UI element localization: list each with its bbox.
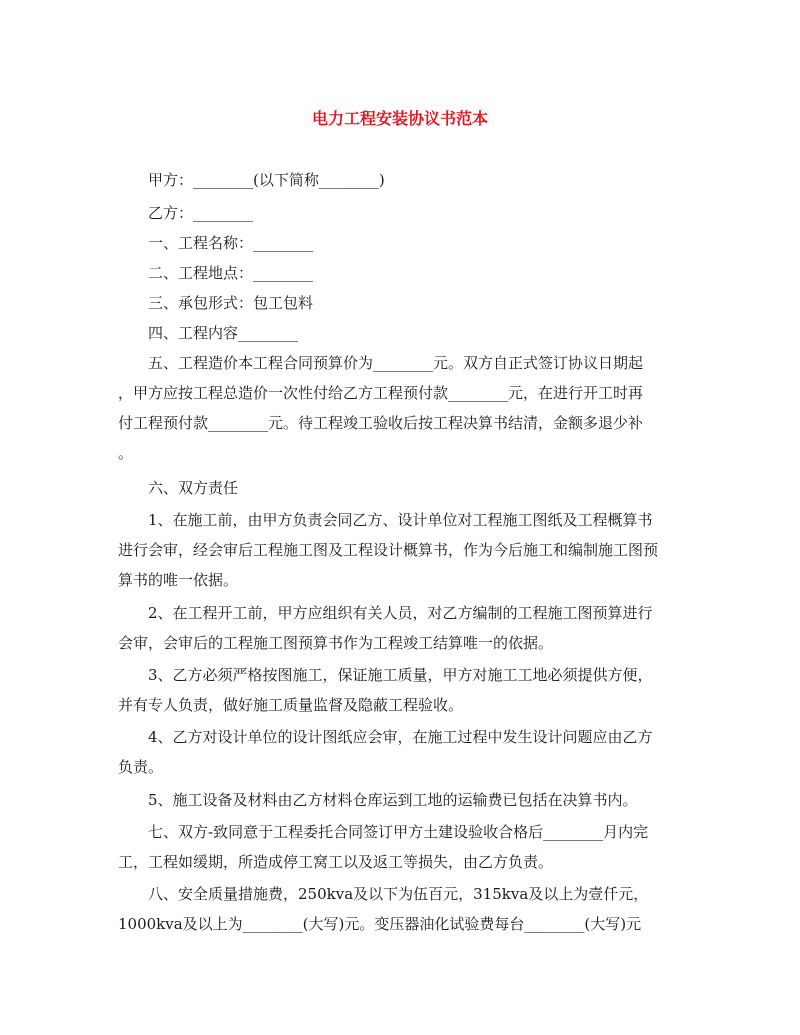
paragraph-line: 。: [118, 444, 134, 462]
paragraph-line: 1000kva及以上为________(大写)元。变压器油化试验费每台________(大写)元: [118, 915, 642, 933]
project-name-line: 一、工程名称：________: [148, 234, 314, 252]
section-heading: 六、双方责任: [148, 479, 239, 497]
project-content-line: 四、工程内容________: [148, 324, 299, 342]
paragraph-line: 并有专人负责，做好施工质量监督及隐蔽工程验收。: [118, 696, 464, 714]
paragraph-line: ，甲方应按工程总造价一次性付给乙方工程预付款________元，在进行开工时再: [118, 384, 644, 402]
paragraph-line: 4、乙方对设计单位的设计图纸应会审，在施工过程中发生设计问题应由乙方: [148, 728, 653, 746]
paragraph-line: 5、施工设备及材料由乙方材料仓库运到工地的运输费已包括在决算书内。: [148, 791, 638, 809]
paragraph-line: 会审，会审后的工程施工图预算书作为工程竣工结算唯一的依据。: [118, 634, 554, 652]
paragraph-line: 进行会审，经会审后工程施工图及工程设计概算书，作为今后施工和编制施工图预: [118, 541, 659, 559]
project-location-line: 二、工程地点：________: [148, 264, 314, 282]
paragraph-line: 工，工程如缓期，所造成停工窝工以及返工等损失，由乙方负责。: [118, 853, 554, 871]
paragraph-line: 负责。: [118, 758, 164, 776]
paragraph-line: 八、安全质量措施费，250kva及以下为伍百元，315kva及以上为壹仟元，: [148, 885, 649, 903]
contract-form-line: 三、承包形式：包工包料: [148, 294, 314, 312]
paragraph-line: 七、双方-致同意于工程委托合同签订甲方土建设验收合格后________月内完: [148, 823, 649, 841]
paragraph-line: 3、乙方必须严格按图施工，保证施工质量，甲方对施工工地必须提供方便，: [148, 666, 653, 684]
paragraph-line: 1、在施工前，由甲方负责会同乙方、设计单位对工程施工图纸及工程概算书: [148, 511, 653, 529]
paragraph-line: 算书的唯一依据。: [118, 571, 239, 589]
paragraph-line: 五、工程造价本工程合同预算价为________元。双方自正式签订协议日期起: [148, 354, 644, 372]
document-title: 电力工程安装协议书范本: [311, 109, 488, 128]
paragraph-line: 付工程预付款________元。待工程竣工验收后按工程决算书结清，金额多退少补: [118, 414, 644, 432]
party-b-line: 乙方：________: [148, 204, 254, 222]
paragraph-line: 2、在工程开工前，甲方应组织有关人员，对乙方编制的工程施工图预算进行: [148, 604, 653, 622]
party-a-line: 甲方：________(以下简称________): [148, 171, 385, 189]
